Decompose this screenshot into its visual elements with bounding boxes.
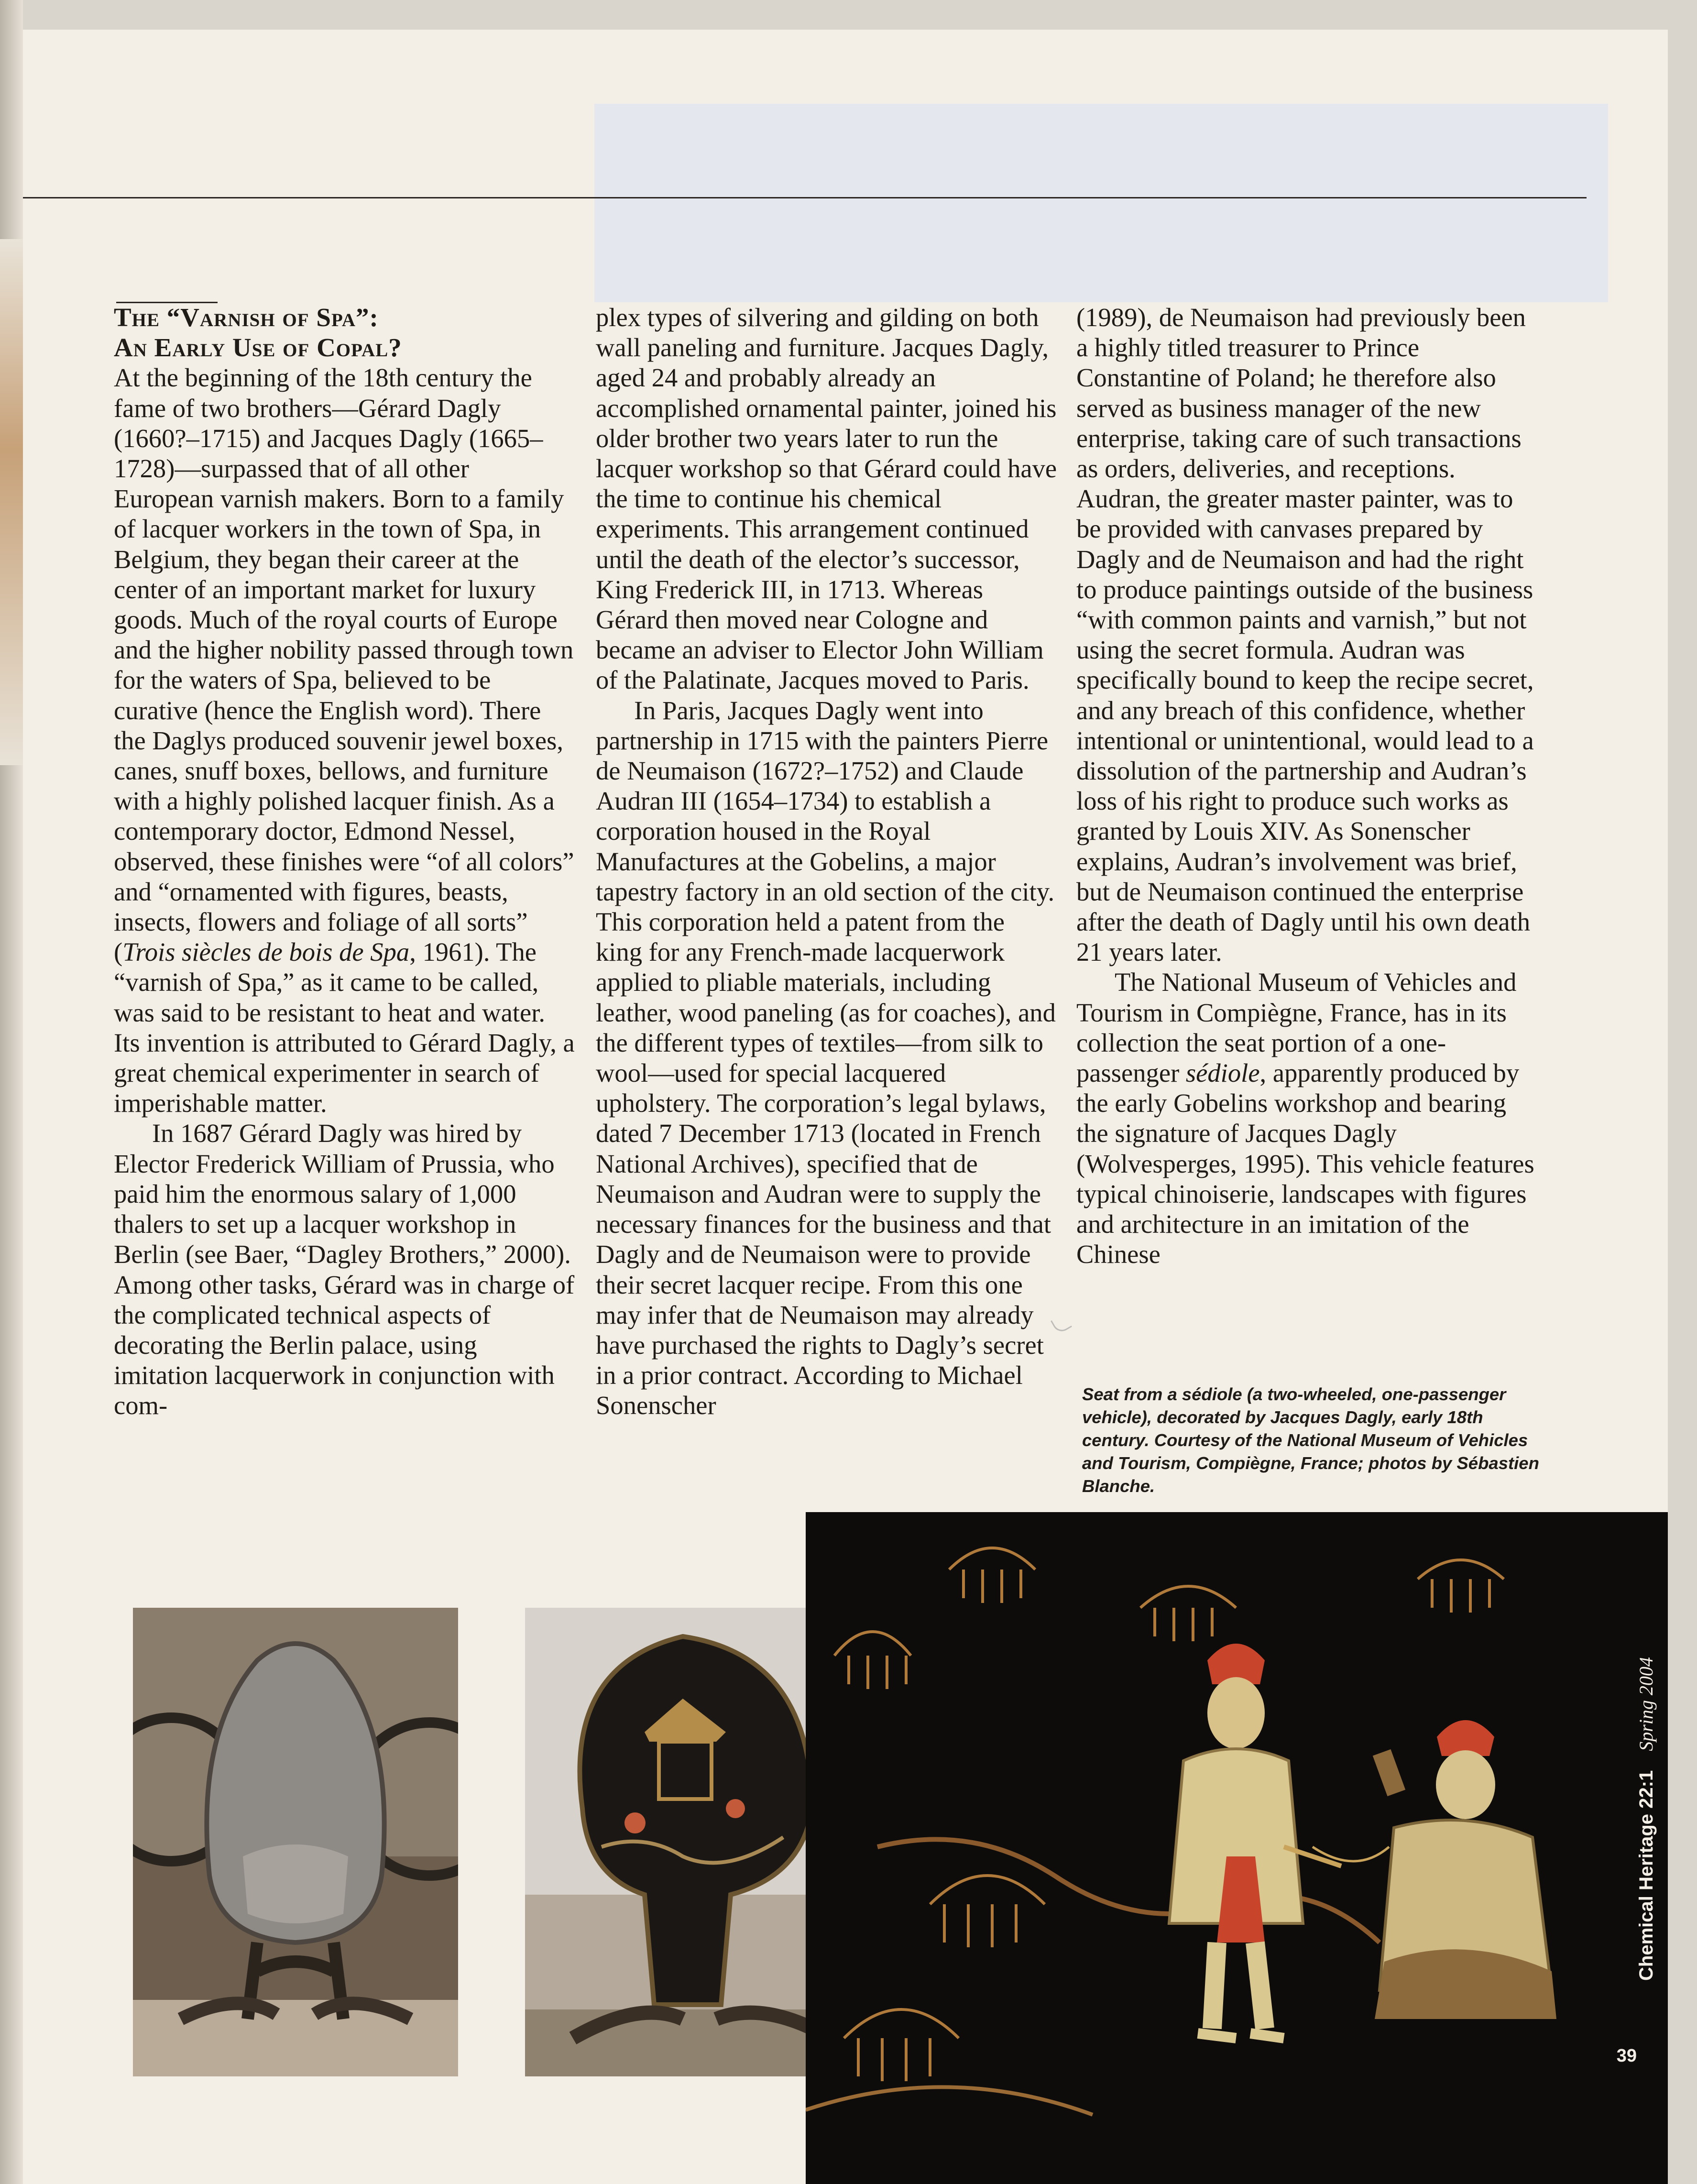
column-1 (114, 302, 575, 1421)
italic-term: sédiole (1185, 1058, 1260, 1088)
photo-caption: Seat from a sédiole (a two-wheeled, one-passenger vehicle), decorated by Jacques Dagly, early 18th century. Courtesy of the National Museum of Vehicles and Tourism, Compiègne, France; photos by Sébastien Blanche. (1082, 1384, 1539, 1496)
paragraph-text: , 1961). The “varnish of Spa,” as it came to be called, was said to be resistant to heat and water. Its invention is attributed to Gérard Dagly, a great chemical experimenter in search of imperishable matter. (114, 937, 575, 1118)
column-3 (1076, 302, 1538, 1270)
paragraph-text: At the beginning of the 18th century the fame of two brothers—Gérard Dagly (1660?–1715) and Jacques Dagly (1665–1728)—surpassed that of all other European varnish makers. Born to a family of lacquer workers in the town of Spa, in Belgium, they began their career at the center of an important market for luxury goods. Much of the royal courts of Europe and the higher nobility passed through town for the waters of Spa, believed to be curative (hence the English word). There the Daglys produced souvenir jewel boxes, canes, snuff boxes, bellows, and furniture with a highly polished lacquer finish. As a contemporary doctor, Edmond Nessel, observed, these finishes were “of all colors” and “ornamented with figures, beasts, insects, flowers and foliage of all sorts” ( (114, 363, 574, 967)
column-2 (596, 302, 1057, 1421)
paragraph-text: , apparently produced by the early Gobelins workshop and bearing the signature of Jacques Dagly (Wolvesperges, 1995). This vehicle features typical chinoiserie, landscapes with figures and architecture in an imitation of the Chinese (1076, 1058, 1534, 1269)
lacquer-detail-photo (806, 1512, 1668, 2184)
section-heading-line-2: An Early Use of Copal? (114, 333, 402, 362)
header-rule (23, 197, 1587, 198)
show-through-panel (594, 104, 1608, 302)
issue-date: Spring 2004 (1635, 1657, 1657, 1751)
page-number: 39 (1616, 2046, 1637, 2066)
paragraph: In Paris, Jacques Dagly went into partnership in 1715 with the painters Pierre de Neumaison (1672?–1752) and Claude Audran III (1654–1734) to establish a corporation housed in the Royal Manufactures at the Gobelins, a major tapestry factory in an old section of the city. This corporation held a patent from the king for any French-made lacquerwork applied to pliable materials, including leather, wood paneling (as for coaches), and the different types of textiles—from silk to wool—used for special lacquered upholstery. The corporation’s legal bylaws, dated 7 December 1713 (located in French National Archives), specified that de Neumaison and Audran were to supply the necessary finances for the business and that Dagly and de Neumaison were to provide their secret lacquer recipe. From this one may infer that de Neumaison may already have purchased the rights to Dagly’s secret in a prior contract. According to Michael Sonenscher (596, 695, 1056, 1420)
paragraph (114, 362, 575, 1118)
section-heading-line-1: The “Varnish of Spa”: (114, 303, 379, 332)
footer-text (1637, 1657, 1656, 1981)
paragraph: plex types of silvering and gilding on both wall paneling and furniture. Jacques Dagly, aged 24 and probably already an accomplished ornamental painter, joined his older brother two years later to run the lacquer workshop so that Gérard could have the time to continue his chemical experiments. This arrangement continued until the death of the elector’s successor, King Frederick III, in 1713. Whereas Gérard then moved near Cologne and became an adviser to Elector John William of the Palatinate, Jacques moved to Paris. (596, 303, 1057, 695)
paragraph (1076, 967, 1538, 1269)
page-gutter (0, 0, 23, 2184)
paragraph: In 1687 Gérard Dagly was hired by Elector Frederick William of Prussia, who paid him the enormous salary of 1,000 thalers to set up a lacquer workshop in Berlin (see Baer, “Dagley Brothers,” 2000). Among other tasks, Gérard was in charge of the complicated technical aspects of decorating the Berlin palace, using imitation lacquerwork in conjunction with com- (114, 1119, 575, 1420)
magazine-page (23, 30, 1668, 2184)
previous-page-edge (0, 239, 23, 765)
paragraph-text: The National Museum of Vehicles and Tourism in Compiègne, France, has in its collection the seat portion of a one-passenger (1076, 967, 1517, 1088)
journal-name: Chemical Heritage 22:1 (1636, 1770, 1657, 1981)
book-title: Trois siècles de bois de Spa (122, 937, 410, 967)
running-footer (1618, 1560, 1656, 1981)
paragraph: (1989), de Neumaison had previously been a highly titled treasurer to Prince Constantine of Poland; he therefore also served as business manager of the new enterprise, taking care of such transactions as orders, deliveries, and receptions. Audran, the greater master painter, was to be provided with canvases prepared by Dagly and de Neumaison and had the right to produce paintings outside of the business “with common paints and varnish,” but not using the secret formula. Audran was specifically bound to keep the recipe secret, and any breach of this confidence, whether intentional or unintentional, would lead to a dissolution of the partnership and Audran’s loss of his right to produce such works as granted by Louis XIV. As Sonenscher explains, Audran’s involvement was brief, but de Neumaison continued the enterprise after the death of Dagly until his own death 21 years later. (1076, 303, 1534, 967)
seat-front-photo (133, 1608, 458, 2076)
